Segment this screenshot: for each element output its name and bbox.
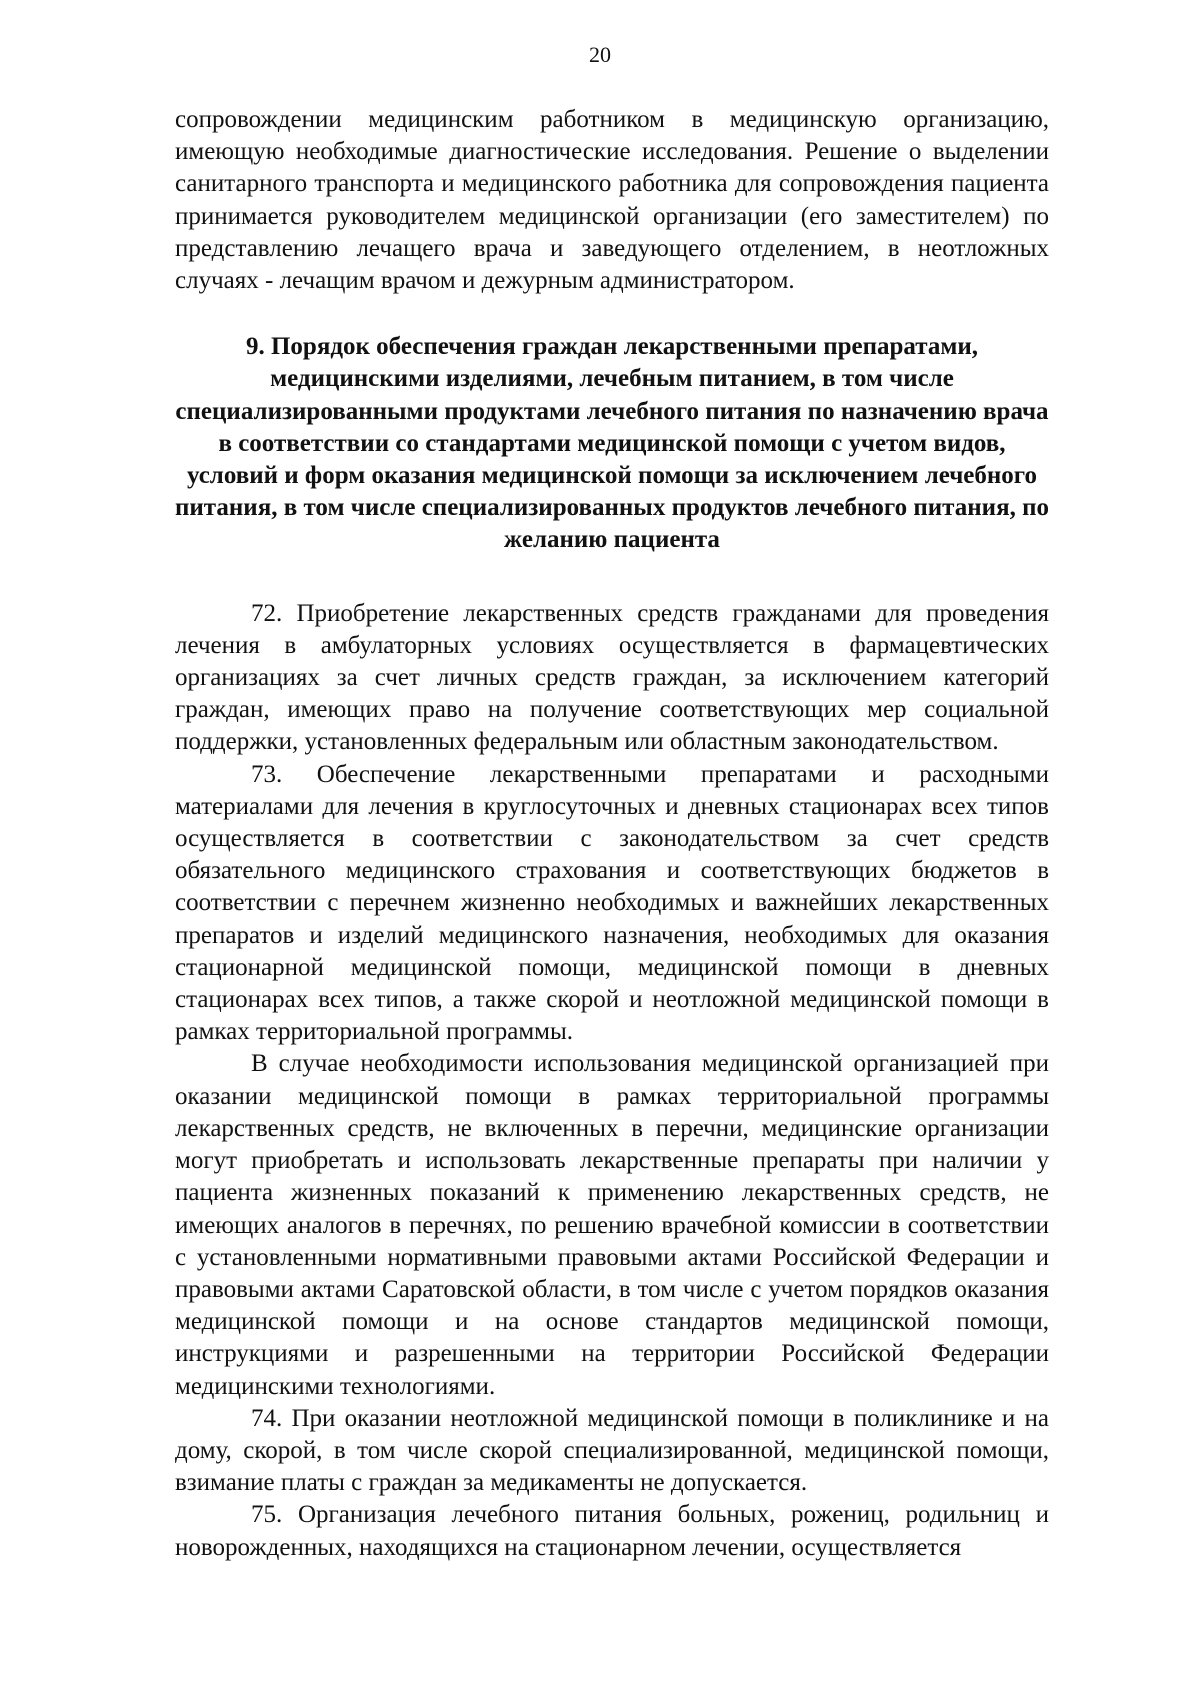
page-number: 20 — [589, 42, 611, 67]
section-heading: 9. Порядок обеспечения граждан лекарственными препаратами, медицинскими изделиями, лечебным питанием, в том числе специализированными продуктами лечебного питания по назначению врача в соответствии со стандартами медицинской помощи с учетом видов, условий и форм оказания медицинской помощи за исключением лечебного питания, в том числе специализированных продуктов лечебного питания, по желанию пациента — [175, 333, 1049, 554]
paragraph-73: 73. Обеспечение лекарственными препаратами и расходными материалами для лечения в круглосуточных и дневных стационарах всех типов осуществляется в соответствии с законодательством за счет средств обязательного медицинского страхования и соответствующих бюджетов в соответствии с перечнем жизненно необходимых и важнейших лекарственных препаратов и изделий медицинского назначения, необходимых для оказания стационарной медицинской помощи, медицинской помощи в дневных стационарах всех типов, а также скорой и неотложной медицинской помощи в рамках территориальной программы. — [175, 760, 1049, 1046]
paragraph-73-continued: В случае необходимости использования медицинской организацией при оказании медицинской помощи в рамках территориальной программы лекарственных средств, не включенных в перечни, медицинские организации могут приобретать и использовать лекарственные препараты при наличии у пациента жизненных показаний к применению лекарственных средств, не имеющих аналогов в перечнях, по решению врачебной комиссии в соответствии с установленными нормативными правовыми актами Российской Федерации и правовыми актами Саратовской области, в том числе с учетом порядков оказания медицинской помощи и на основе стандартов медицинской помощи, инструкциями и разрешенными на территории Российской Федерации медицинскими технологиями. — [175, 1050, 1049, 1400]
paragraph-72: 72. Приобретение лекарственных средств гражданами для проведения лечения в амбулаторных условиях осуществляется в фармацевтических организациях за счет личных средств граждан, за исключением категорий граждан, имеющих право на получение соответствующих мер социальной поддержки, установленных федеральным или областным законодательством. — [175, 599, 1049, 756]
paragraph-75: 75. Организация лечебного питания больных, рожениц, родильниц и новорожденных, находящихся на стационарном лечении, осуществляется — [175, 1501, 1049, 1561]
document-body — [175, 104, 1049, 1564]
continuation-paragraph: сопровождении медицинским работником в медицинскую организацию, имеющую необходимые диагностические исследования. Решение о выделении санитарного транспорта и медицинского работника для сопровождения пациента принимается руководителем медицинской организации (его заместителем) по представлению лечащего врача и заведующего отделением, в неотложных случаях - лечащим врачом и дежурным администратором. — [175, 106, 1049, 295]
paragraph-74: 74. При оказании неотложной медицинской помощи в поликлинике и на дому, скорой, в том числе скорой специализированной, медицинской помощи, взимание платы с граждан за медикаменты не допускается. — [175, 1404, 1049, 1497]
